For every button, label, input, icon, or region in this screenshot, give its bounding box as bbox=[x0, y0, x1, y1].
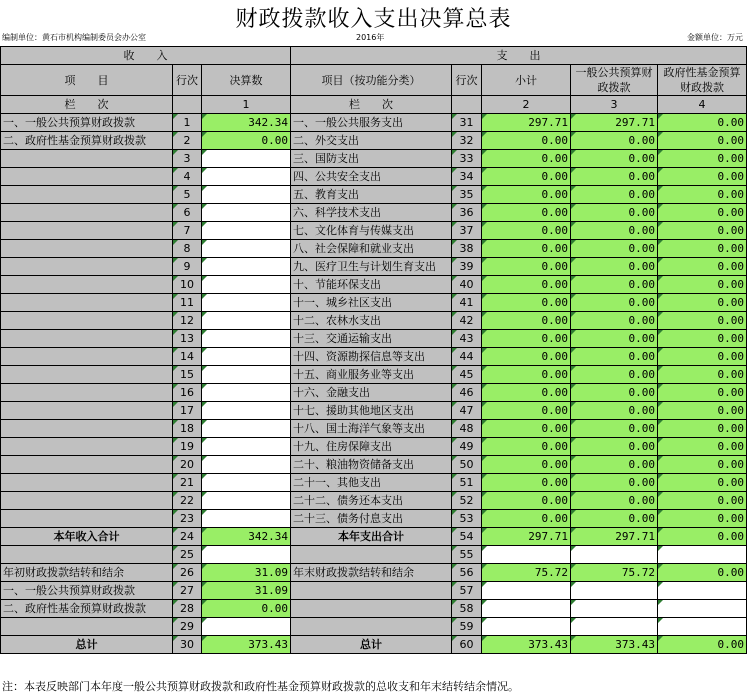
income-row-no: 22 bbox=[173, 492, 202, 510]
income-value[interactable] bbox=[202, 474, 291, 492]
income-value[interactable] bbox=[202, 330, 291, 348]
expense-general[interactable] bbox=[571, 582, 658, 600]
expense-general[interactable]: 297.71 bbox=[571, 528, 658, 546]
expense-general[interactable]: 0.00 bbox=[571, 510, 658, 528]
expense-subtotal[interactable]: 0.00 bbox=[482, 240, 571, 258]
table-row bbox=[1, 582, 747, 600]
expense-general[interactable]: 0.00 bbox=[571, 492, 658, 510]
expense-general[interactable]: 0.00 bbox=[571, 456, 658, 474]
income-row-no: 26 bbox=[173, 564, 202, 582]
table-row bbox=[1, 204, 747, 222]
expense-item: 二十、粮油物资储备支出 bbox=[291, 456, 452, 474]
expense-item: 三、国防支出 bbox=[291, 150, 452, 168]
income-item bbox=[1, 222, 173, 240]
income-item bbox=[1, 402, 173, 420]
unit-label: 金额单位：万元 bbox=[687, 33, 743, 42]
income-value[interactable] bbox=[202, 456, 291, 474]
table-row bbox=[1, 150, 747, 168]
expense-item: 五、教育支出 bbox=[291, 186, 452, 204]
expense-fund[interactable]: 0.00 bbox=[658, 222, 747, 240]
income-row-no: 3 bbox=[173, 150, 202, 168]
expense-row-no: 35 bbox=[452, 186, 482, 204]
expense-item: 十四、资源勘探信息等支出 bbox=[291, 348, 452, 366]
expense-row-no: 55 bbox=[452, 546, 482, 564]
expense-subtotal[interactable]: 297.71 bbox=[482, 528, 571, 546]
expense-row-no: 39 bbox=[452, 258, 482, 276]
expense-subtotal[interactable]: 0.00 bbox=[482, 168, 571, 186]
income-item bbox=[1, 456, 173, 474]
expense-item: 二十二、债务还本支出 bbox=[291, 492, 452, 510]
expense-fund[interactable]: 0.00 bbox=[658, 492, 747, 510]
expense-fund[interactable]: 0.00 bbox=[658, 276, 747, 294]
expense-subtotal[interactable]: 0.00 bbox=[482, 150, 571, 168]
expense-subtotal[interactable]: 0.00 bbox=[482, 438, 571, 456]
expense-general[interactable]: 0.00 bbox=[571, 258, 658, 276]
expense-fund[interactable]: 0.00 bbox=[658, 510, 747, 528]
income-value[interactable]: 31.09 bbox=[202, 582, 291, 600]
expense-subtotal[interactable]: 0.00 bbox=[482, 186, 571, 204]
table-row bbox=[1, 600, 747, 618]
col-row-no2: 行次 bbox=[452, 65, 482, 96]
income-row-no: 14 bbox=[173, 348, 202, 366]
expense-item: 十三、交通运输支出 bbox=[291, 330, 452, 348]
expense-fund[interactable]: 0.00 bbox=[658, 438, 747, 456]
expense-subtotal[interactable] bbox=[482, 600, 571, 618]
table-row bbox=[1, 384, 747, 402]
income-item bbox=[1, 384, 173, 402]
col-subtotal: 小计 bbox=[482, 65, 571, 96]
expense-row-no: 46 bbox=[452, 384, 482, 402]
income-item: 总计 bbox=[1, 636, 173, 654]
expense-row-no: 42 bbox=[452, 312, 482, 330]
expense-subtotal[interactable]: 0.00 bbox=[482, 456, 571, 474]
income-row-no: 16 bbox=[173, 384, 202, 402]
expense-item: 十九、住房保障支出 bbox=[291, 438, 452, 456]
expense-subtotal[interactable]: 0.00 bbox=[482, 276, 571, 294]
col-num-4: 4 bbox=[658, 96, 747, 114]
expense-general[interactable]: 0.00 bbox=[571, 222, 658, 240]
income-row-no: 19 bbox=[173, 438, 202, 456]
expense-general[interactable]: 0.00 bbox=[571, 384, 658, 402]
income-value[interactable] bbox=[202, 312, 291, 330]
expense-row-no: 60 bbox=[452, 636, 482, 654]
income-value[interactable] bbox=[202, 402, 291, 420]
expense-fund[interactable]: 0.00 bbox=[658, 132, 747, 150]
expense-item: 七、文化体育与传媒支出 bbox=[291, 222, 452, 240]
expense-row-no: 43 bbox=[452, 330, 482, 348]
expense-item: 二十一、其他支出 bbox=[291, 474, 452, 492]
expense-subtotal[interactable] bbox=[482, 546, 571, 564]
expense-item: 总计 bbox=[291, 636, 452, 654]
income-row-no: 13 bbox=[173, 330, 202, 348]
income-item: 本年收入合计 bbox=[1, 528, 173, 546]
expense-item: 年末财政拨款结转和结余 bbox=[291, 564, 452, 582]
table-row bbox=[1, 528, 747, 546]
table-row bbox=[1, 132, 747, 150]
expense-row-no: 58 bbox=[452, 600, 482, 618]
expense-row-no: 41 bbox=[452, 294, 482, 312]
table-row bbox=[1, 474, 747, 492]
income-row-no: 25 bbox=[173, 546, 202, 564]
expense-subtotal[interactable]: 75.72 bbox=[482, 564, 571, 582]
income-item bbox=[1, 150, 173, 168]
income-value[interactable] bbox=[202, 510, 291, 528]
income-value[interactable] bbox=[202, 618, 291, 636]
income-item bbox=[1, 186, 173, 204]
income-value[interactable]: 342.34 bbox=[202, 528, 291, 546]
col-item-func: 项目（按功能分类） bbox=[291, 65, 452, 96]
table-row bbox=[1, 366, 747, 384]
col-item: 项 目 bbox=[1, 65, 173, 96]
income-value[interactable] bbox=[202, 240, 291, 258]
expense-row-no: 38 bbox=[452, 240, 482, 258]
col-num-3: 3 bbox=[571, 96, 658, 114]
income-row-no: 2 bbox=[173, 132, 202, 150]
expense-row-no: 54 bbox=[452, 528, 482, 546]
expense-fund[interactable]: 0.00 bbox=[658, 456, 747, 474]
expense-row-no: 59 bbox=[452, 618, 482, 636]
table-row bbox=[1, 636, 747, 654]
col-fund: 政府性基金预算财政拨款 bbox=[658, 65, 747, 96]
expense-row-no: 44 bbox=[452, 348, 482, 366]
expense-item: 二、外交支出 bbox=[291, 132, 452, 150]
expense-general[interactable]: 0.00 bbox=[571, 366, 658, 384]
income-item bbox=[1, 294, 173, 312]
expense-fund[interactable]: 0.00 bbox=[658, 384, 747, 402]
expense-fund[interactable]: 0.00 bbox=[658, 474, 747, 492]
col-num-1: 1 bbox=[202, 96, 291, 114]
income-item: 年初财政拨款结转和结余 bbox=[1, 564, 173, 582]
expense-item bbox=[291, 546, 452, 564]
income-row-no: 8 bbox=[173, 240, 202, 258]
expense-row-no: 34 bbox=[452, 168, 482, 186]
expense-general[interactable]: 0.00 bbox=[571, 348, 658, 366]
income-value[interactable] bbox=[202, 276, 291, 294]
income-item: 二、政府性基金预算财政拨款 bbox=[1, 600, 173, 618]
expense-subtotal[interactable]: 0.00 bbox=[482, 474, 571, 492]
expense-general[interactable] bbox=[571, 546, 658, 564]
table-row bbox=[1, 114, 747, 132]
footnote: 注：本表反映部门本年度一般公共预算财政拨款和政府性基金预算财政拨款的总收支和年末结转结余情况。 bbox=[2, 680, 519, 693]
expense-fund[interactable]: 0.00 bbox=[658, 258, 747, 276]
income-row-no: 12 bbox=[173, 312, 202, 330]
income-value[interactable]: 0.00 bbox=[202, 600, 291, 618]
expense-row-no: 56 bbox=[452, 564, 482, 582]
expense-row-no: 53 bbox=[452, 510, 482, 528]
expense-row-no: 45 bbox=[452, 366, 482, 384]
income-item bbox=[1, 420, 173, 438]
expense-fund[interactable] bbox=[658, 600, 747, 618]
table-row bbox=[1, 546, 747, 564]
expense-subtotal[interactable]: 0.00 bbox=[482, 492, 571, 510]
income-item bbox=[1, 546, 173, 564]
expense-subtotal[interactable]: 0.00 bbox=[482, 132, 571, 150]
income-item bbox=[1, 492, 173, 510]
col-row-no: 行次 bbox=[173, 65, 202, 96]
lanci-label2: 栏 次 bbox=[291, 96, 452, 114]
expense-general[interactable]: 0.00 bbox=[571, 420, 658, 438]
income-row-no: 7 bbox=[173, 222, 202, 240]
income-item: 一、一般公共预算财政拨款 bbox=[1, 114, 173, 132]
expense-fund[interactable]: 0.00 bbox=[658, 636, 747, 654]
expense-subtotal[interactable]: 373.43 bbox=[482, 636, 571, 654]
table-row bbox=[1, 618, 747, 636]
expense-subtotal[interactable]: 0.00 bbox=[482, 348, 571, 366]
expense-fund[interactable]: 0.00 bbox=[658, 114, 747, 132]
expense-row-no: 51 bbox=[452, 474, 482, 492]
income-row-no: 28 bbox=[173, 600, 202, 618]
expense-fund[interactable]: 0.00 bbox=[658, 366, 747, 384]
expense-item: 一、一般公共服务支出 bbox=[291, 114, 452, 132]
expense-general[interactable] bbox=[571, 618, 658, 636]
expense-row-no: 40 bbox=[452, 276, 482, 294]
expense-general[interactable]: 0.00 bbox=[571, 402, 658, 420]
income-value[interactable] bbox=[202, 420, 291, 438]
expense-item: 四、公共安全支出 bbox=[291, 168, 452, 186]
expense-subtotal[interactable]: 0.00 bbox=[482, 294, 571, 312]
income-item bbox=[1, 510, 173, 528]
expense-row-no: 47 bbox=[452, 402, 482, 420]
income-value[interactable]: 342.34 bbox=[202, 114, 291, 132]
expense-row-no: 31 bbox=[452, 114, 482, 132]
page-title: 财政拨款收入支出决算总表 bbox=[235, 7, 512, 32]
income-row-no: 20 bbox=[173, 456, 202, 474]
table-row bbox=[1, 168, 747, 186]
expense-subtotal[interactable]: 0.00 bbox=[482, 222, 571, 240]
income-value[interactable] bbox=[202, 150, 291, 168]
income-value[interactable] bbox=[202, 366, 291, 384]
income-item bbox=[1, 348, 173, 366]
table-row bbox=[1, 258, 747, 276]
expense-fund[interactable] bbox=[658, 582, 747, 600]
expense-item: 十八、国土海洋气象等支出 bbox=[291, 420, 452, 438]
expense-item: 九、医疗卫生与计划生育支出 bbox=[291, 258, 452, 276]
income-value[interactable] bbox=[202, 384, 291, 402]
table-row bbox=[1, 222, 747, 240]
income-header: 收 入 bbox=[1, 47, 291, 65]
income-value[interactable] bbox=[202, 186, 291, 204]
income-value[interactable]: 373.43 bbox=[202, 636, 291, 654]
income-item bbox=[1, 618, 173, 636]
expense-fund[interactable]: 0.00 bbox=[658, 348, 747, 366]
income-value[interactable] bbox=[202, 492, 291, 510]
expense-general[interactable]: 0.00 bbox=[571, 330, 658, 348]
income-item bbox=[1, 204, 173, 222]
income-row-no: 15 bbox=[173, 366, 202, 384]
expense-row-no: 36 bbox=[452, 204, 482, 222]
expense-fund[interactable]: 0.00 bbox=[658, 420, 747, 438]
income-value[interactable] bbox=[202, 258, 291, 276]
expense-general[interactable]: 0.00 bbox=[571, 276, 658, 294]
expense-general[interactable]: 0.00 bbox=[571, 168, 658, 186]
expense-subtotal[interactable]: 297.71 bbox=[482, 114, 571, 132]
expense-row-no: 57 bbox=[452, 582, 482, 600]
expense-item bbox=[291, 582, 452, 600]
income-row-no: 11 bbox=[173, 294, 202, 312]
expense-subtotal[interactable] bbox=[482, 618, 571, 636]
income-row-no: 4 bbox=[173, 168, 202, 186]
expense-general[interactable]: 0.00 bbox=[571, 204, 658, 222]
expense-row-no: 50 bbox=[452, 456, 482, 474]
expense-general[interactable]: 373.43 bbox=[571, 636, 658, 654]
expense-fund[interactable]: 0.00 bbox=[658, 528, 747, 546]
col-final: 决算数 bbox=[202, 65, 291, 96]
lanci-label: 栏 次 bbox=[1, 96, 173, 114]
income-value[interactable] bbox=[202, 546, 291, 564]
expense-general[interactable]: 0.00 bbox=[571, 150, 658, 168]
expense-fund[interactable] bbox=[658, 546, 747, 564]
budget-table bbox=[0, 46, 747, 654]
expense-fund[interactable]: 0.00 bbox=[658, 204, 747, 222]
expense-general[interactable]: 0.00 bbox=[571, 438, 658, 456]
expense-general[interactable]: 0.00 bbox=[571, 294, 658, 312]
income-row-no: 10 bbox=[173, 276, 202, 294]
expense-fund[interactable]: 0.00 bbox=[658, 150, 747, 168]
income-row-no: 23 bbox=[173, 510, 202, 528]
expense-item bbox=[291, 618, 452, 636]
expense-general[interactable]: 0.00 bbox=[571, 312, 658, 330]
expense-general[interactable]: 0.00 bbox=[571, 186, 658, 204]
income-row-no: 17 bbox=[173, 402, 202, 420]
expense-row-no: 52 bbox=[452, 492, 482, 510]
income-item bbox=[1, 330, 173, 348]
expense-item: 十、节能环保支出 bbox=[291, 276, 452, 294]
expense-general[interactable] bbox=[571, 600, 658, 618]
table-row bbox=[1, 456, 747, 474]
expense-subtotal[interactable]: 0.00 bbox=[482, 384, 571, 402]
expense-fund[interactable]: 0.00 bbox=[658, 186, 747, 204]
table-row bbox=[1, 294, 747, 312]
income-row-no: 1 bbox=[173, 114, 202, 132]
income-item bbox=[1, 366, 173, 384]
income-row-no: 9 bbox=[173, 258, 202, 276]
expense-fund[interactable]: 0.00 bbox=[658, 168, 747, 186]
income-value[interactable] bbox=[202, 294, 291, 312]
expense-subtotal[interactable] bbox=[482, 582, 571, 600]
expense-fund[interactable]: 0.00 bbox=[658, 294, 747, 312]
table-row bbox=[1, 276, 747, 294]
expense-general[interactable]: 0.00 bbox=[571, 132, 658, 150]
income-row-no: 21 bbox=[173, 474, 202, 492]
expense-fund[interactable]: 0.00 bbox=[658, 330, 747, 348]
expense-item: 六、科学技术支出 bbox=[291, 204, 452, 222]
expense-item: 十七、援助其他地区支出 bbox=[291, 402, 452, 420]
expense-item: 八、社会保障和就业支出 bbox=[291, 240, 452, 258]
table-row bbox=[1, 492, 747, 510]
expense-item: 本年支出合计 bbox=[291, 528, 452, 546]
income-row-no: 18 bbox=[173, 420, 202, 438]
col-general: 一般公共预算财政拨款 bbox=[571, 65, 658, 96]
income-value[interactable]: 31.09 bbox=[202, 564, 291, 582]
income-row-no: 24 bbox=[173, 528, 202, 546]
table-row bbox=[1, 240, 747, 258]
expense-general[interactable]: 297.71 bbox=[571, 114, 658, 132]
income-item bbox=[1, 438, 173, 456]
expense-fund[interactable] bbox=[658, 618, 747, 636]
income-value[interactable] bbox=[202, 168, 291, 186]
expense-row-no: 32 bbox=[452, 132, 482, 150]
table-row bbox=[1, 402, 747, 420]
expense-subtotal[interactable]: 0.00 bbox=[482, 366, 571, 384]
expense-subtotal[interactable]: 0.00 bbox=[482, 420, 571, 438]
expense-subtotal[interactable]: 0.00 bbox=[482, 312, 571, 330]
expense-subtotal[interactable]: 0.00 bbox=[482, 510, 571, 528]
expense-item: 十六、金融支出 bbox=[291, 384, 452, 402]
expense-item: 十一、城乡社区支出 bbox=[291, 294, 452, 312]
table-row bbox=[1, 312, 747, 330]
income-item: 二、政府性基金预算财政拨款 bbox=[1, 132, 173, 150]
table-row bbox=[1, 510, 747, 528]
income-value[interactable] bbox=[202, 348, 291, 366]
income-row-no: 27 bbox=[173, 582, 202, 600]
expense-subtotal[interactable]: 0.00 bbox=[482, 258, 571, 276]
income-item bbox=[1, 312, 173, 330]
expense-fund[interactable]: 0.00 bbox=[658, 402, 747, 420]
income-value[interactable] bbox=[202, 222, 291, 240]
expense-row-no: 48 bbox=[452, 420, 482, 438]
expense-row-no: 33 bbox=[452, 150, 482, 168]
col-num-2: 2 bbox=[482, 96, 571, 114]
income-item: 一、一般公共预算财政拨款 bbox=[1, 582, 173, 600]
income-item bbox=[1, 258, 173, 276]
expense-fund[interactable]: 0.00 bbox=[658, 312, 747, 330]
expense-general[interactable]: 0.00 bbox=[571, 240, 658, 258]
income-item bbox=[1, 240, 173, 258]
expense-item: 二十三、债务付息支出 bbox=[291, 510, 452, 528]
expense-item bbox=[291, 600, 452, 618]
org-label: 编制单位：黄石市机构编制委员会办公室 bbox=[2, 33, 146, 42]
year-label: 2016年 bbox=[356, 33, 385, 42]
expense-subtotal[interactable]: 0.00 bbox=[482, 204, 571, 222]
income-row-no: 29 bbox=[173, 618, 202, 636]
expense-row-no: 37 bbox=[452, 222, 482, 240]
expense-subtotal[interactable]: 0.00 bbox=[482, 330, 571, 348]
table-row bbox=[1, 420, 747, 438]
table-row bbox=[1, 348, 747, 366]
table-row bbox=[1, 186, 747, 204]
table-row bbox=[1, 330, 747, 348]
expense-subtotal[interactable]: 0.00 bbox=[482, 402, 571, 420]
expense-fund[interactable]: 0.00 bbox=[658, 564, 747, 582]
expense-row-no: 49 bbox=[452, 438, 482, 456]
table-row bbox=[1, 438, 747, 456]
income-item bbox=[1, 276, 173, 294]
expense-fund[interactable]: 0.00 bbox=[658, 240, 747, 258]
expense-item: 十五、商业服务业等支出 bbox=[291, 366, 452, 384]
expense-general[interactable]: 0.00 bbox=[571, 474, 658, 492]
expense-general[interactable]: 75.72 bbox=[571, 564, 658, 582]
income-row-no: 30 bbox=[173, 636, 202, 654]
income-value[interactable] bbox=[202, 438, 291, 456]
expense-item: 十二、农林水支出 bbox=[291, 312, 452, 330]
income-value[interactable]: 0.00 bbox=[202, 132, 291, 150]
income-item bbox=[1, 474, 173, 492]
income-item bbox=[1, 168, 173, 186]
income-row-no: 6 bbox=[173, 204, 202, 222]
income-value[interactable] bbox=[202, 204, 291, 222]
expense-header: 支 出 bbox=[291, 47, 747, 65]
table-row bbox=[1, 564, 747, 582]
income-row-no: 5 bbox=[173, 186, 202, 204]
